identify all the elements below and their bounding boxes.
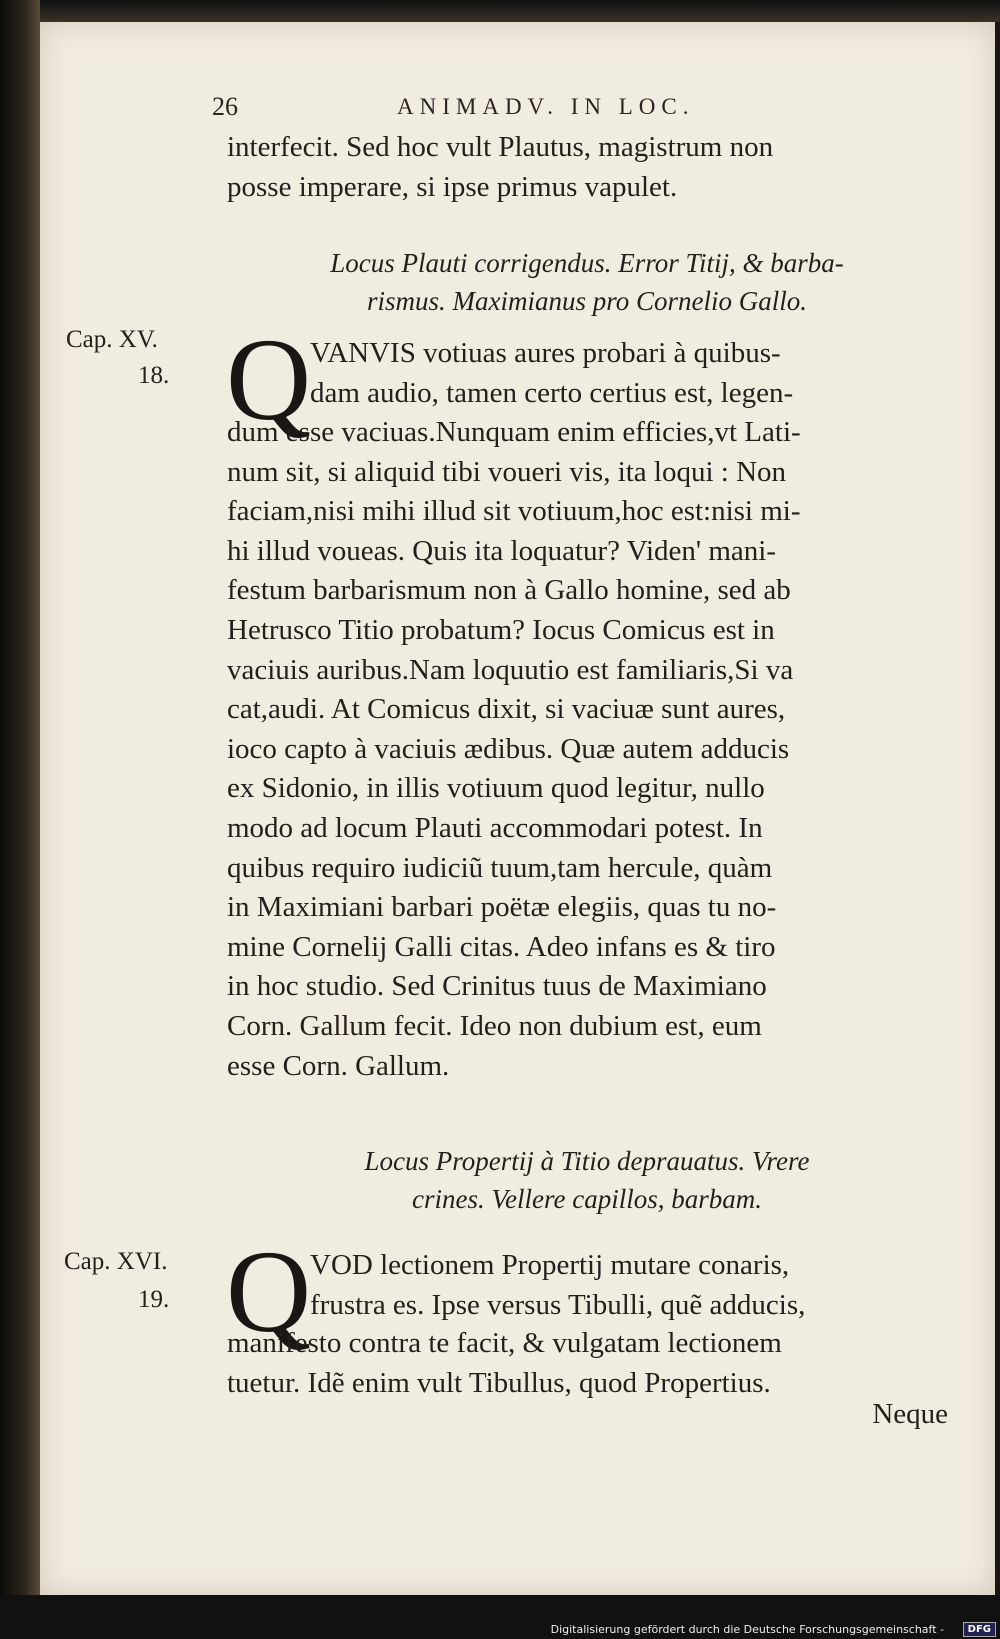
- text-line: vaciuis auribus.Nam loquutio est familiaris,Si va: [227, 653, 794, 686]
- margin-chapter-15: Cap. XV.: [66, 326, 158, 353]
- catchword: Neque: [872, 1398, 948, 1430]
- text-line: VANVIS votiuas aures probari à quibus-: [310, 337, 781, 369]
- text-line: festum barbarismum non à Gallo homine, sed ab: [227, 574, 791, 607]
- heading-line: crines. Vellere capillos, barbam.: [412, 1184, 762, 1214]
- text-line: Hetrusco Titio probatum? Iocus Comicus est in: [227, 613, 775, 646]
- section-1-indented-lines: [310, 334, 907, 413]
- funding-note: Digitalisierung gefördert durch die Deutsche Forschungsgemeinschaft -: [550, 1623, 944, 1636]
- text-line: num sit, si aliquid tibi voueri vis, ita loqui : Non: [227, 455, 787, 488]
- section-2-indented-lines: [310, 1246, 907, 1325]
- section-1-body: [227, 413, 907, 1086]
- text-line: interfecit. Sed hoc vult Plautus, magistrum non: [227, 131, 774, 163]
- text-line: modo ad locum Plauti accommodari potest. In: [227, 811, 763, 844]
- text-line: Corn. Gallum fecit. Ideo non dubium est, eum: [227, 1009, 762, 1042]
- running-title: ANIMADV. IN LOC.: [397, 94, 695, 119]
- text-line: esse Corn. Gallum.: [227, 1049, 450, 1082]
- dfg-logo: DFG: [963, 1622, 996, 1637]
- margin-number-18: 18.: [138, 362, 170, 389]
- text-line: hi illud voueas. Quis ita loquatur? Viden' mani-: [227, 534, 777, 567]
- page-number: 26: [212, 92, 238, 121]
- text-line: ex Sidonio, in illis votiuum quod legitur, nullo: [227, 772, 765, 805]
- text-line: mine Cornelij Galli citas. Adeo infans es & tiro: [227, 930, 776, 963]
- section-heading-1: [227, 244, 947, 320]
- text-line: dum esse vaciuas.Nunquam enim efficies,vt Lati-: [227, 416, 801, 448]
- intro-paragraph: [227, 128, 947, 207]
- text-line: posse imperare, si ipse primus vapulet.: [227, 170, 678, 203]
- drop-cap-q: Q: [226, 314, 312, 445]
- text-line: ioco capto à vaciuis ædibus. Quæ autem adducis: [227, 732, 790, 765]
- scan-footer: [0, 1595, 1000, 1639]
- heading-line: Locus Plauti corrigendus. Error Titij, & barba-: [330, 248, 844, 278]
- margin-chapter-16: Cap. XVI.: [64, 1248, 168, 1275]
- text-line: in Maximiani barbari poëtæ elegiis, quas tu no-: [227, 891, 777, 924]
- section-2-body: [227, 1324, 907, 1403]
- text-line: in hoc studio. Sed Crinitus tuus de Maximiano: [227, 970, 767, 1003]
- running-header: [212, 92, 772, 126]
- heading-line: Locus Propertij à Titio deprauatus. Vrere: [364, 1146, 810, 1176]
- text-line: VOD lectionem Propertij mutare conaris,: [310, 1249, 790, 1281]
- drop-cap-q: Q: [226, 1226, 312, 1357]
- text-line: manifesto contra te facit, & vulgatam lectionem: [227, 1327, 782, 1359]
- margin-number-19: 19.: [138, 1286, 170, 1313]
- book-top-edge: [40, 0, 1000, 22]
- text-line: cat,audi. At Comicus dixit, si vaciuæ sunt aures,: [227, 693, 786, 726]
- text-line: tuetur. Idẽ enim vult Tibullus, quod Propertius.: [227, 1366, 771, 1399]
- text-line: faciam,nisi mihi illud sit votiuum,hoc est:nisi mi-: [227, 495, 801, 528]
- text-line: quibus requiro iudiciũ tuum,tam hercule, quàm: [227, 851, 773, 884]
- book-spine-edge: [0, 0, 40, 1639]
- text-line: dam audio, tamen certo certius est, legen-: [310, 376, 794, 409]
- section-heading-2: [227, 1142, 947, 1218]
- text-line: frustra es. Ipse versus Tibulli, quẽ adducis,: [310, 1288, 806, 1321]
- heading-line: rismus. Maximianus pro Cornelio Gallo.: [366, 286, 807, 316]
